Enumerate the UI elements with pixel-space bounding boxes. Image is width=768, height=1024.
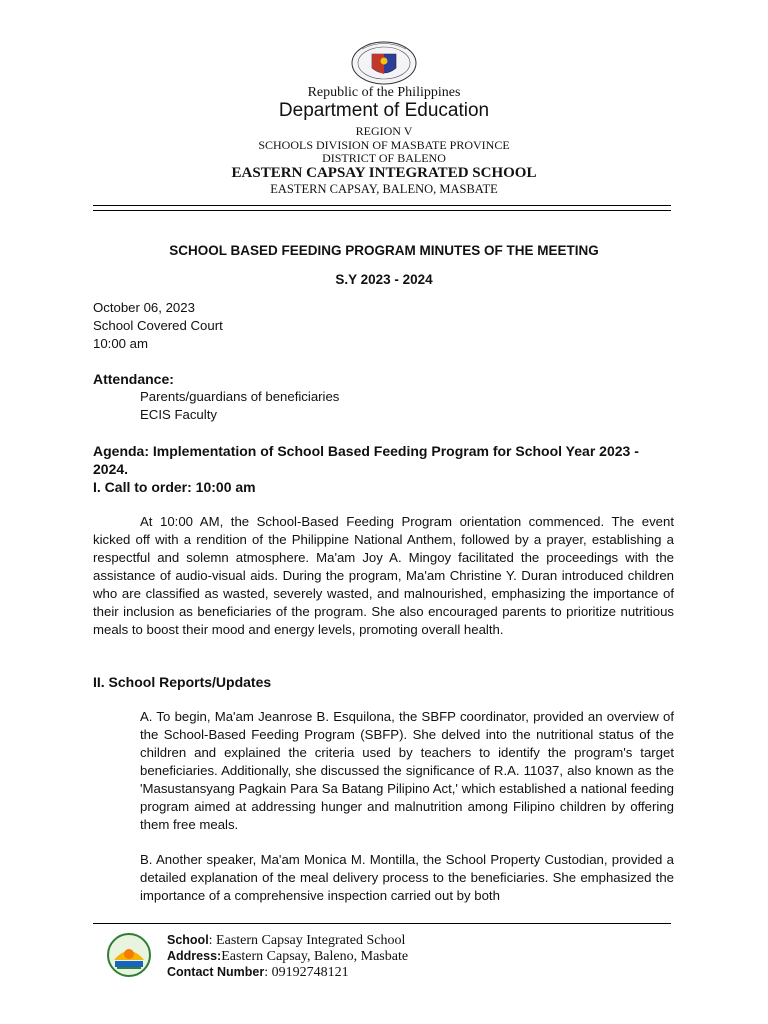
attendance-item: Parents/guardians of beneficiaries bbox=[140, 389, 340, 404]
footer-contact bbox=[167, 964, 349, 981]
department-name: Department of Education bbox=[278, 100, 490, 121]
report-item-b: B. Another speaker, Ma'am Monica M. Montilla, the School Property Custodian, provided a detailed explanation of the meal delivery process to the beneficiaries. She emphasized the importance of a comprehensive inspection carried out by both bbox=[140, 852, 674, 903]
call-to-order-heading: I. Call to order: 10:00 am bbox=[93, 479, 256, 495]
meeting-venue: School Covered Court bbox=[93, 318, 223, 333]
deped-seal-icon bbox=[350, 40, 418, 86]
footer-school-value: : Eastern Capsay Integrated School bbox=[208, 933, 406, 948]
district-line: DISTRICT OF BALENO bbox=[322, 151, 446, 165]
meeting-date: October 06, 2023 bbox=[93, 300, 195, 315]
report-item-a: A. To begin, Ma'am Jeanrose B. Esquilona, the SBFP coordinator, provided an overview of the School-Based Feeding Program (SBFP). She delved into the nutritional status of the children and explained the criteria used by teachers to identify the program's target beneficiaries. Additionally, she discussed the significance of R.A. 11037, also known as the 'Masustansyang Pagkain Para Sa Batang Pilipino Act,' which established a national feeding program aimed at addressing hunger and malnutrition among Filipino children by offering them free meals. bbox=[140, 709, 674, 832]
footer-divider bbox=[93, 923, 671, 924]
region-line: REGION V bbox=[355, 124, 413, 138]
attendance-heading: Attendance: bbox=[93, 371, 174, 387]
attendance-item: ECIS Faculty bbox=[140, 407, 217, 422]
footer-school-label: School bbox=[167, 933, 209, 947]
republic-line: Republic of the Philippines bbox=[307, 85, 461, 100]
school-logo-icon bbox=[106, 932, 152, 978]
footer-address bbox=[167, 948, 408, 965]
reports-heading: II. School Reports/Updates bbox=[93, 674, 272, 690]
header-divider-bottom bbox=[93, 210, 671, 211]
division-line: SCHOOLS DIVISION OF MASBATE PROVINCE bbox=[258, 138, 510, 152]
school-year: S.Y 2023 - 2024 bbox=[335, 272, 433, 287]
call-to-order-paragraph: At 10:00 AM, the School-Based Feeding Program orientation commenced. The event kicked off with a rendition of the Philippine National Anthem, followed by a prayer, establishing a respectful and solemn atmosphere. Ma'am Joy A. Mingoy facilitated the proceedings with the assistance of audio-visual aids. During the program, Ma'am Christine Y. Duran introduced children who are classified as wasted, severely wasted, and malnourished, emphasizing the importance of their inclusion as beneficiaries of the program. She also encouraged parents to prioritize nutritious meals to boost their mood and energy levels, promoting overall health. bbox=[93, 514, 674, 637]
header-divider-top bbox=[93, 205, 671, 206]
school-address: EASTERN CAPSAY, BALENO, MASBATE bbox=[270, 182, 498, 196]
school-name: EASTERN CAPSAY INTEGRATED SCHOOL bbox=[231, 165, 537, 181]
footer-contact-value: : 09192748121 bbox=[264, 965, 349, 980]
footer-address-value: Eastern Capsay, Baleno, Masbate bbox=[221, 949, 409, 964]
footer-contact-label: Contact Number bbox=[167, 965, 265, 979]
agenda: Agenda: Implementation of School Based Feeding Program for School Year 2023 - 2024. bbox=[93, 443, 639, 477]
document-title: SCHOOL BASED FEEDING PROGRAM MINUTES OF THE MEETING bbox=[169, 243, 599, 258]
footer-school bbox=[167, 932, 405, 949]
footer-address-label: Address: bbox=[167, 949, 222, 963]
meeting-time: 10:00 am bbox=[93, 336, 148, 351]
